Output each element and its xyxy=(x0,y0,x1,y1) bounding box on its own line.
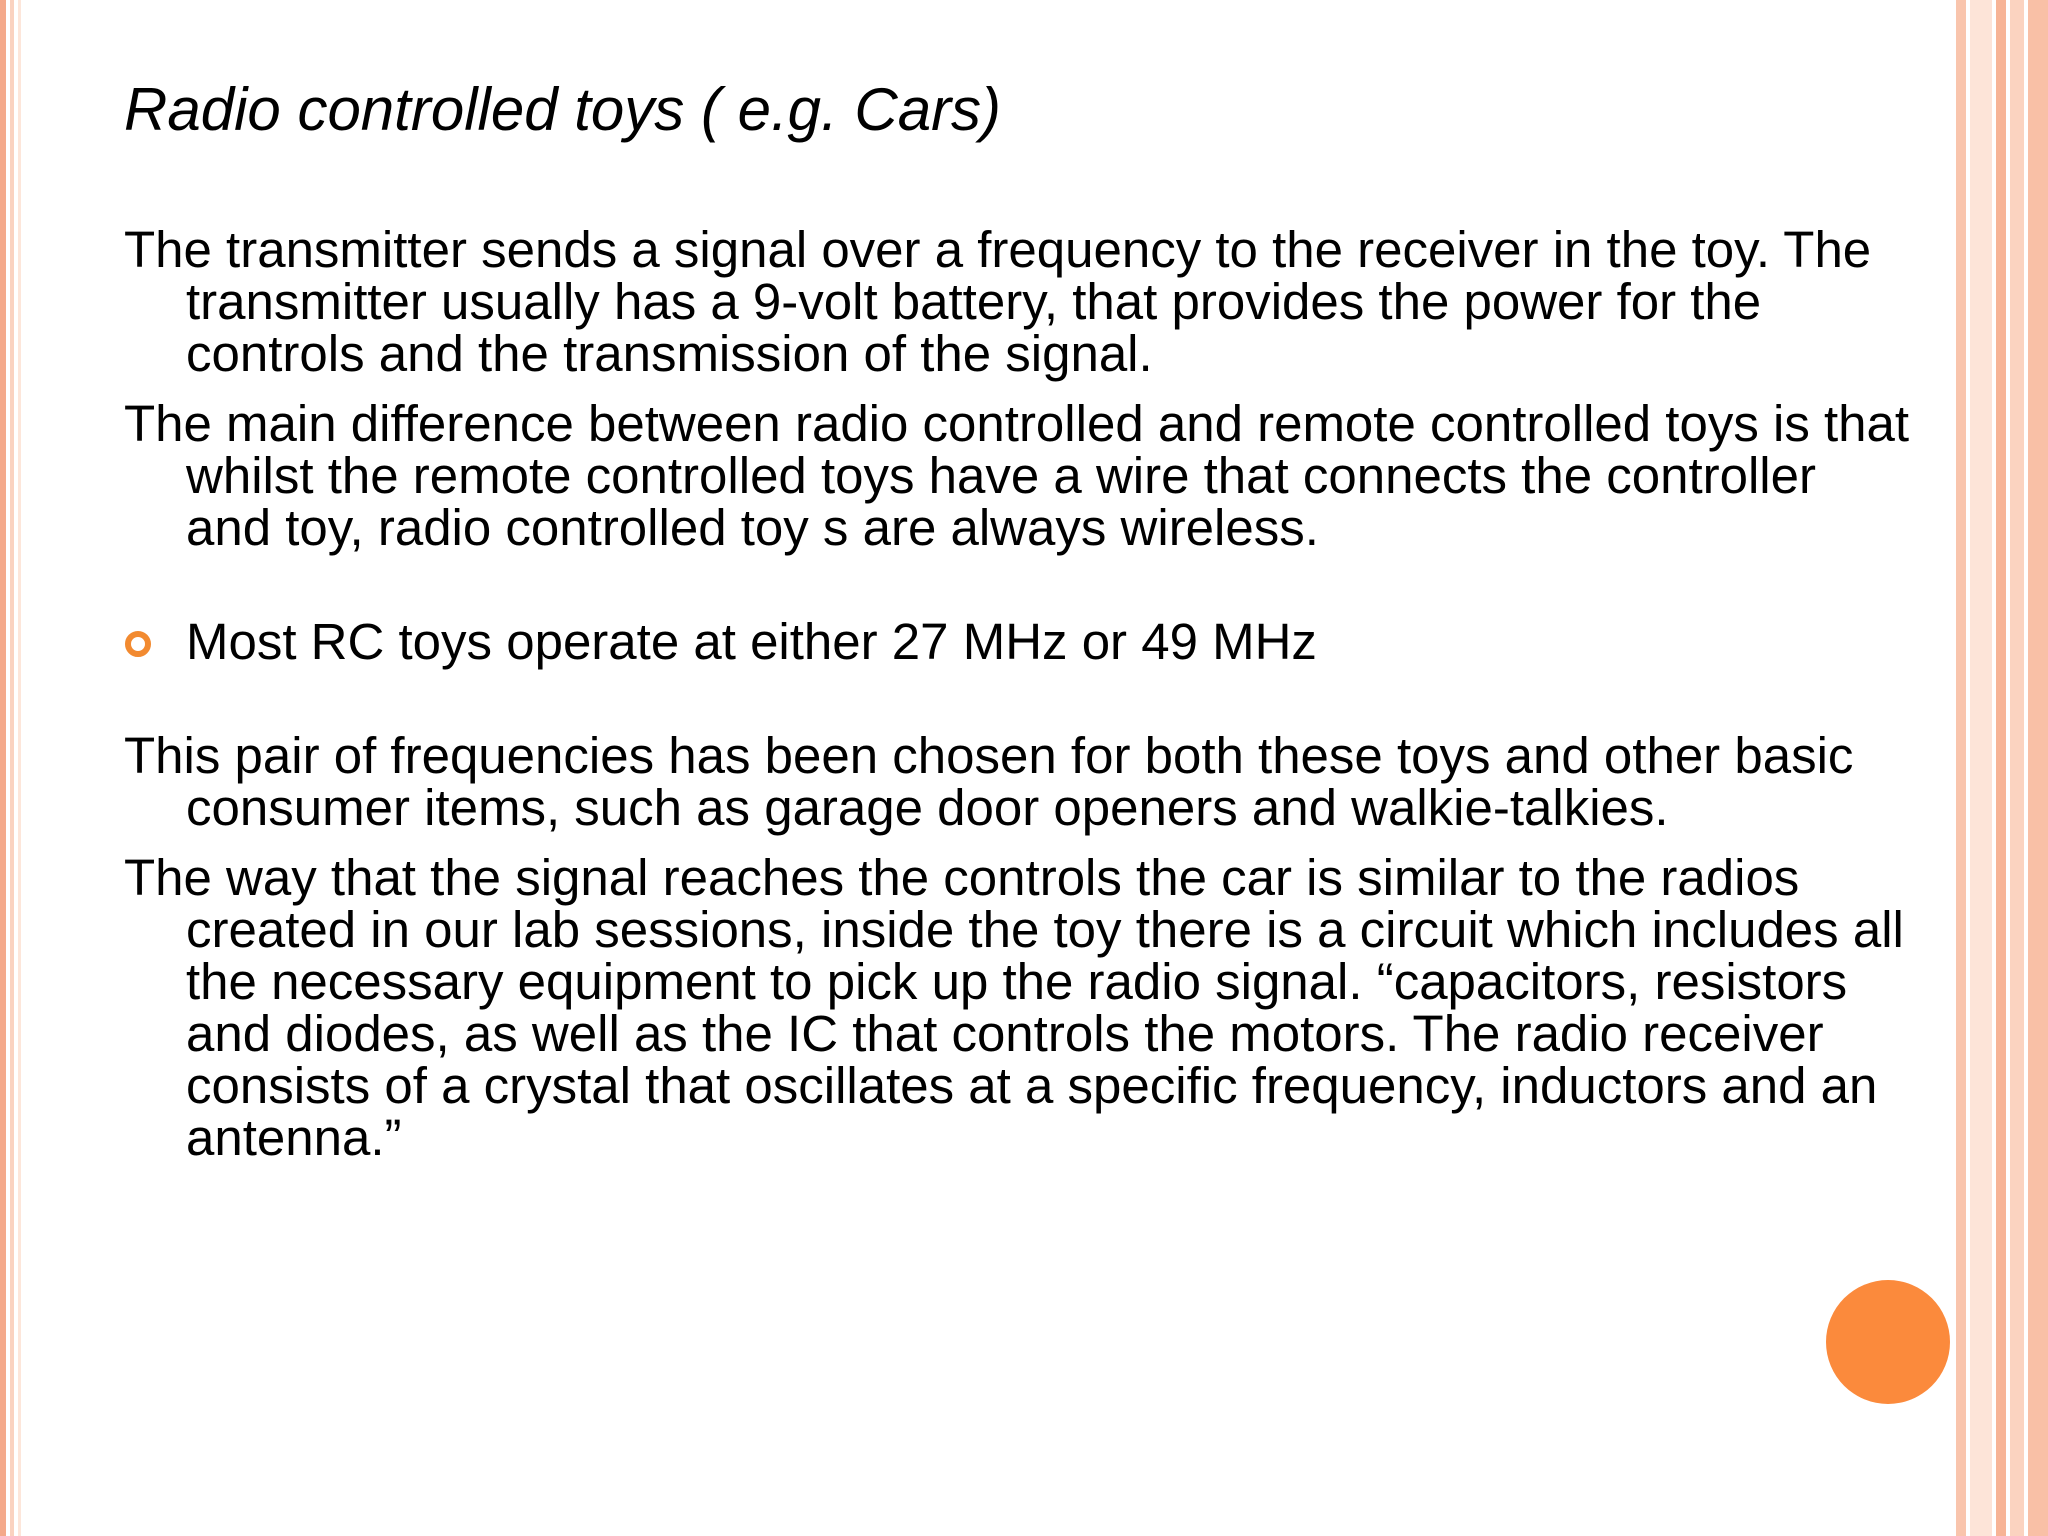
bullet-item xyxy=(124,613,1914,670)
right-border-stripe xyxy=(1970,0,1992,1536)
paragraph-signal-path: The way that the signal reaches the controls the car is similar to the radios created in our lab sessions, inside the toy there is a circuit which includes all the necessary equipment to pick up the radio signal. “capacitors, resistors and diodes, as well as the IC that controls the motors. The radio receiver consists of a crystal that oscillates at a specific frequency, inductors and an antenna.” xyxy=(124,849,1904,1166)
left-border-stripe xyxy=(18,0,21,1536)
paragraph-difference: The main difference between radio controlled and remote controlled toys is that whilst the remote controlled toys have a wire that connects the controller and toy, radio controlled toy s are always wireless. xyxy=(124,395,1910,556)
ring-bullet-icon xyxy=(125,631,151,657)
right-border-stripe xyxy=(2028,0,2048,1536)
slide-body xyxy=(124,221,1914,1166)
left-border-decoration xyxy=(0,0,28,1536)
orange-circle-icon xyxy=(1826,1280,1950,1404)
left-border-stripe xyxy=(10,0,14,1536)
right-border-stripe xyxy=(1996,0,2006,1536)
right-border-stripe xyxy=(1956,0,1966,1536)
right-border-decoration xyxy=(1956,0,2048,1536)
slide-title: Radio controlled toys ( e.g. Cars) xyxy=(124,76,1002,143)
right-border-stripe xyxy=(2010,0,2024,1536)
bullet-text: Most RC toys operate at either 27 MHz or 49 MHz xyxy=(186,613,1317,670)
paragraph-transmitter: The transmitter sends a signal over a frequency to the receiver in the toy. The transmitter usually has a 9-volt battery, that provides the power for the controls and the transmission of the signal. xyxy=(124,221,1872,382)
paragraph-frequencies: This pair of frequencies has been chosen for both these toys and other basic consumer items, such as garage door openers and walkie-talkies. xyxy=(124,727,1854,836)
left-border-stripe xyxy=(0,0,6,1536)
